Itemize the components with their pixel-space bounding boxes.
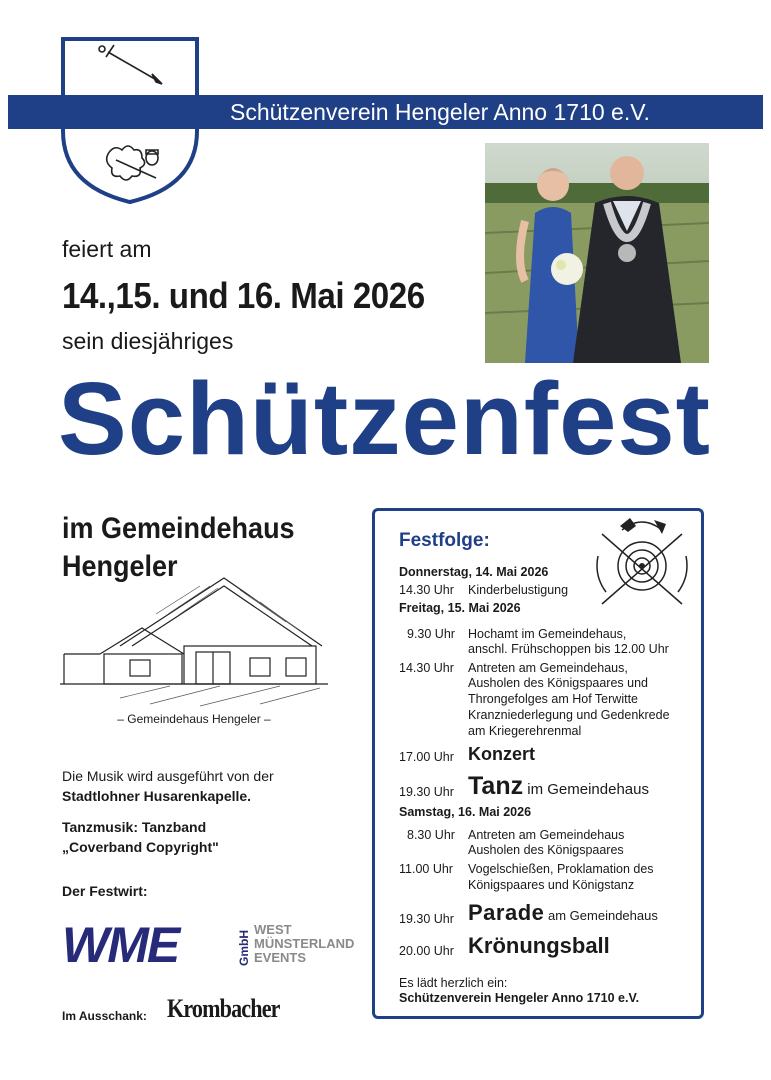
day2-item2-line1: Antreten am Gemeindehaus, — [468, 661, 628, 675]
wme-line2: MÜNSTERLAND — [254, 936, 355, 951]
dance-music-label: Tanzmusik: Tanzband — [62, 819, 207, 835]
invite-line: Es lädt herzlich ein: — [399, 976, 508, 990]
day2-item4 — [468, 772, 649, 801]
day2-item2-time: 14.30 Uhr — [399, 661, 454, 675]
day1-item-time: 14.30 Uhr — [399, 583, 454, 597]
wme-line1: WEST — [254, 922, 292, 937]
day3-item1-line2: Ausholen des Königspaares — [468, 843, 624, 857]
wme-logo-icon — [62, 918, 362, 972]
music-band: Stadtlohner Husarenkapelle. — [62, 788, 252, 804]
day3-item2-time: 11.00 Uhr — [399, 862, 453, 876]
day1-item-text: Kinderbelustigung — [468, 583, 569, 597]
day2-item3-time: 17.00 Uhr — [399, 750, 454, 764]
dance-band-name: „Coverband Copyright" — [62, 839, 219, 855]
day2-heading: Freitag, 15. Mai 2026 — [399, 601, 521, 615]
day2-item1-line1: Hochamt im Gemeindehaus, — [468, 627, 627, 641]
krombacher-logo: Krombacher — [167, 994, 280, 1023]
intro-celebrates: feiert am — [62, 236, 152, 262]
shooting-target-icon — [592, 516, 692, 614]
inviter-name: Schützenverein Hengeler Anno 1710 e.V. — [399, 991, 640, 1005]
day3-item4-title: Krönungsball — [468, 933, 610, 958]
day3-heading: Samstag, 16. Mai 2026 — [399, 805, 532, 819]
day3-item3-time: 19.30 Uhr — [399, 912, 454, 926]
royal-couple-photo — [485, 143, 709, 363]
day3-item3 — [468, 900, 658, 926]
day2-item1-line2: anschl. Frühschoppen bis 12.00 Uhr — [468, 642, 669, 656]
hall-caption: – Gemeindehaus Hengeler – — [117, 712, 271, 726]
day3-item2-line1: Vogelschießen, Proklamation des — [468, 862, 654, 876]
venue-line1: im Gemeindehaus — [62, 512, 295, 545]
wme-line3: EVENTS — [254, 950, 307, 965]
day3-item3-title: Parade — [468, 900, 545, 925]
event-title: Schützenfest — [58, 361, 711, 476]
day3-item1-time: 8.30 Uhr — [407, 828, 455, 842]
program-title: Festfolge: — [399, 530, 490, 551]
day2-item2-line3: Throngefolges am Hof Terwitte — [468, 692, 638, 706]
club-crest-icon — [60, 36, 200, 206]
day2-item2-line5: am Kriegerehrenmal — [468, 724, 582, 738]
wme-gmbh: GmbH — [237, 930, 251, 966]
day3-item3-rest: am Gemeindehaus — [544, 908, 658, 923]
day2-item2-line4: Kranzniederlegung und Gedenkrede — [468, 708, 670, 722]
wme-letters: WME — [62, 918, 179, 972]
day3-item2-line2: Königspaares und Königstanz — [468, 878, 635, 892]
day2-item1-time: 9.30 Uhr — [407, 627, 455, 641]
day2-item4-rest: im Gemeindehaus — [523, 781, 649, 798]
day2-item3-title: Konzert — [468, 744, 535, 764]
intro-this-year: sein diesjähriges — [62, 328, 234, 354]
day3-item1-line1: Antreten am Gemeindehaus — [468, 828, 625, 842]
club-name: Schützenverein Hengeler Anno 1710 e.V. — [230, 99, 650, 125]
host-label: Der Festwirt: — [62, 883, 148, 899]
day2-item4-title: Tanz — [468, 772, 524, 800]
music-intro: Die Musik wird ausgeführt von der — [62, 768, 274, 784]
day2-item4-time: 19.30 Uhr — [399, 785, 454, 799]
day1-heading: Donnerstag, 14. Mai 2026 — [399, 565, 549, 579]
venue-line2: Hengeler — [62, 550, 178, 583]
festival-dates: 14.,15. und 16. Mai 2026 — [62, 275, 425, 316]
day3-item4-time: 20.00 Uhr — [399, 944, 454, 958]
gemeindehaus-drawing — [60, 574, 328, 710]
day2-item2-line2: Ausholen des Königspaares und — [468, 676, 648, 690]
tap-label: Im Ausschank: — [62, 1009, 147, 1023]
